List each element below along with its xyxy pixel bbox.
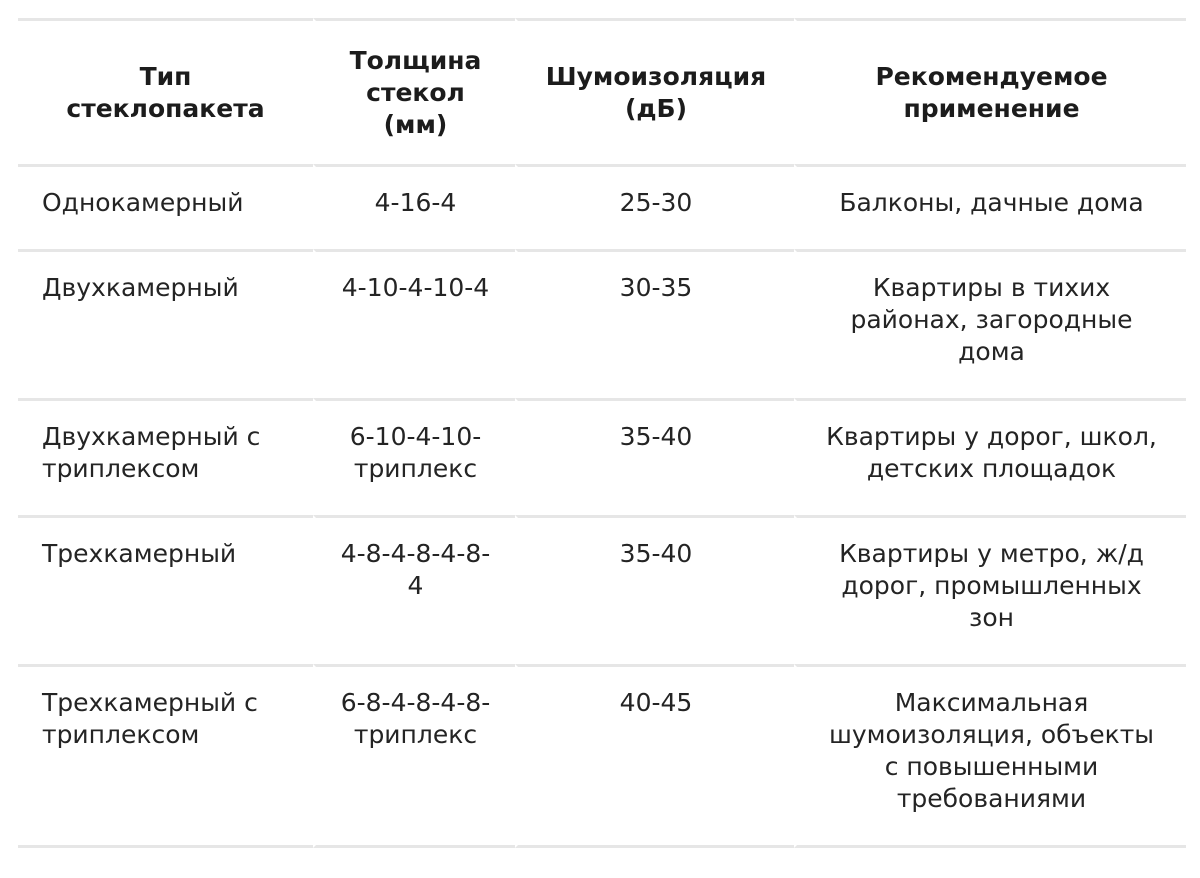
header-cell-thickness xyxy=(313,18,515,164)
cell-thickness: 4-16-4 xyxy=(313,164,515,249)
header-cell-use xyxy=(794,18,1186,164)
cell-noise: 35-40 xyxy=(515,515,794,664)
cell-noise: 40-45 xyxy=(515,664,794,848)
header-cell-type xyxy=(18,18,313,164)
cell-use: Балконы, дачные дома xyxy=(794,164,1186,249)
cell-thickness: 6-8-4-8-4-8-триплекс xyxy=(313,664,515,848)
header-cell-noise xyxy=(515,18,794,164)
table-row xyxy=(18,515,1186,664)
cell-type: Трехкамерный с триплексом xyxy=(18,664,313,848)
table-row xyxy=(18,398,1186,515)
cell-use: Квартиры в тихих районах, загородные дома xyxy=(794,249,1186,398)
cell-thickness: 4-8-4-8-4-8-4 xyxy=(313,515,515,664)
cell-noise: 30-35 xyxy=(515,249,794,398)
header-use-label: Рекомендуемое применение xyxy=(875,61,1108,123)
table-row xyxy=(18,249,1186,398)
glazing-comparison-table xyxy=(18,18,1186,848)
cell-type: Двухкамерный с триплексом xyxy=(18,398,313,515)
cell-type: Однокамерный xyxy=(18,164,313,249)
cell-use: Квартиры у метро, ж/д дорог, промышленных зон xyxy=(794,515,1186,664)
table-header xyxy=(18,18,1186,164)
header-thickness-label: Толщина стекол (мм) xyxy=(349,45,482,139)
cell-noise: 25-30 xyxy=(515,164,794,249)
cell-use: Квартиры у дорог, школ, детских площадок xyxy=(794,398,1186,515)
cell-type: Трехкамерный xyxy=(18,515,313,664)
header-row xyxy=(18,18,1186,164)
cell-noise: 35-40 xyxy=(515,398,794,515)
cell-thickness: 6-10-4-10-триплекс xyxy=(313,398,515,515)
table-row xyxy=(18,164,1186,249)
table-row xyxy=(18,664,1186,848)
cell-use: Максимальная шумоизоляция, объекты с повышенными требованиями xyxy=(794,664,1186,848)
header-noise-label: Шумоизоляция (дБ) xyxy=(545,61,767,123)
table-body xyxy=(18,164,1186,848)
header-type-label: Тип стеклопакета xyxy=(66,61,265,123)
cell-type: Двухкамерный xyxy=(18,249,313,398)
cell-thickness: 4-10-4-10-4 xyxy=(313,249,515,398)
